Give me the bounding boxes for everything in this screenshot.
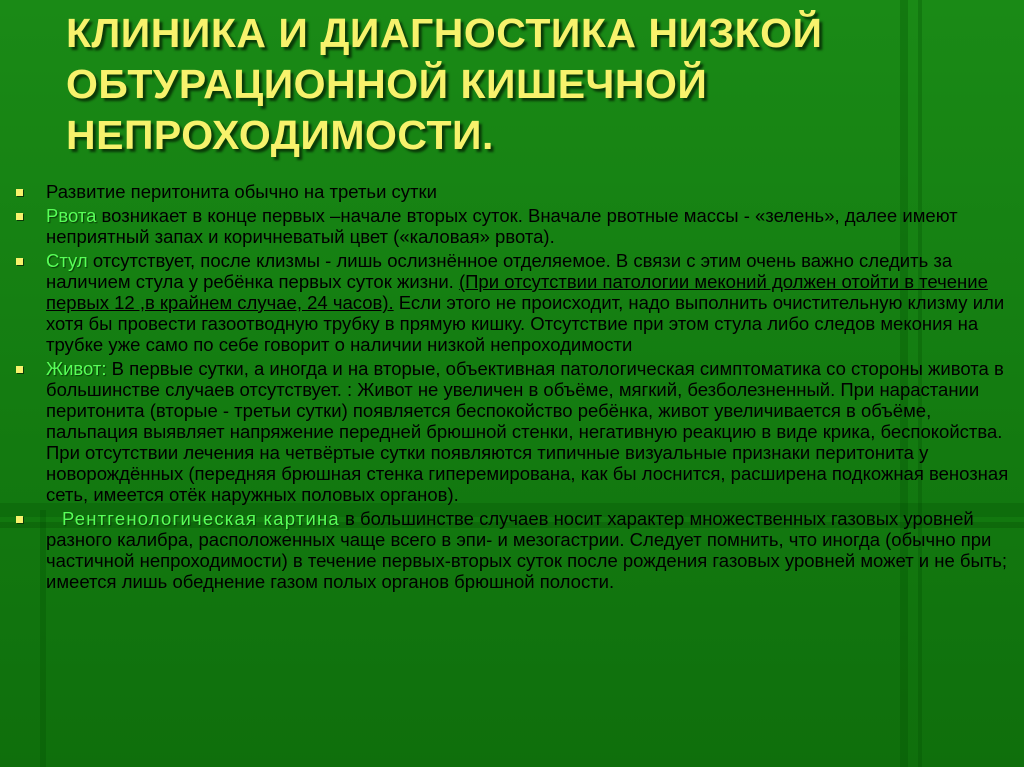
bullet-keyword: Стул: [46, 250, 88, 271]
square-bullet-icon: [16, 516, 23, 523]
bullet-text: Развитие перитонита обычно на третьи сутки: [46, 181, 437, 202]
bullet-text: отсутствует, после клизмы - лишь ослизнённое отделяемое. В связи с этим очень важно следить за наличием стула у ребёнка первых суток жизни.: [46, 250, 953, 292]
bullet-item-stool: [12, 250, 1016, 355]
square-bullet-icon: [16, 366, 23, 373]
bullet-item-peritonitis: [12, 181, 1016, 202]
bullet-text-continued: Если этого не происходит, надо выполнить очистительную клизму или хотя бы провести газоотводную трубку в прямую кишку. Отсутствие при этом стула либо следов мекония на трубке уже само по себе говорит о наличии низкой непроходимости: [46, 292, 1005, 355]
square-bullet-icon: [16, 258, 23, 265]
slide-title: [66, 8, 966, 161]
bullet-text: В первые сутки, а иногда и на вторые, объективная патологическая симптоматика со стороны живота в большинстве случаев отсутствует. : Живот не увеличен в объёме, мягкий, безболезненный. При нарастании перитонита (вторые - третьи сутки) появляется беспокойство ребёнка, живот увеличивается в объёме, пальпация выявляет напряжение передней брюшной стенки, негативную реакцию в виде крика, беспокойства. При отсутствии лечения на четвёртые сутки появляются типичные визуальные признаки перитонита у новорождённых (передняя брюшная стенка гиперемирована, как бы лоснится, расширена подкожная венозная сеть, имеется отёк наружных половых органов).: [46, 358, 1009, 505]
bullet-keyword: Рентгенологическая картина: [62, 508, 340, 529]
bullet-item-abdomen: [12, 358, 1016, 505]
slide-title-line: КЛИНИКА И ДИАГНОСТИКА НИЗКОЙ: [66, 10, 823, 56]
bullet-item-xray: [12, 508, 1016, 592]
square-bullet-icon: [16, 189, 23, 196]
bullet-underlined-note: (При отсутствии патологии меконий должен отойти в течение первых 12 ,в крайнем случае, 24 часов).: [46, 271, 988, 313]
bullet-item-vomiting: [12, 205, 1016, 247]
slide-title-line: ОБТУРАЦИОННОЙ КИШЕЧНОЙ: [66, 61, 708, 107]
bullet-list: [12, 181, 1016, 595]
slide-title-line: НЕПРОХОДИМОСТИ.: [66, 112, 494, 158]
bullet-keyword: Живот:: [46, 358, 107, 379]
square-bullet-icon: [16, 213, 23, 220]
bullet-text: в большинстве случаев носит характер множественных газовых уровней разного калибра, расположенных чаще всего в эпи- и мезогастрии. Следует помнить, что иногда (обычно при частичной непроходимости) в течение первых-вторых суток после рождения газовых уровней может и не быть; имеется лишь обеднение газом полых органов брюшной полости.: [46, 508, 1008, 592]
bullet-text: возникает в конце первых –начале вторых суток. Вначале рвотные массы - «зелень», далее имеют неприятный запах и коричневатый цвет («каловая» рвота).: [46, 205, 958, 247]
bullet-keyword: Рвота: [46, 205, 97, 226]
